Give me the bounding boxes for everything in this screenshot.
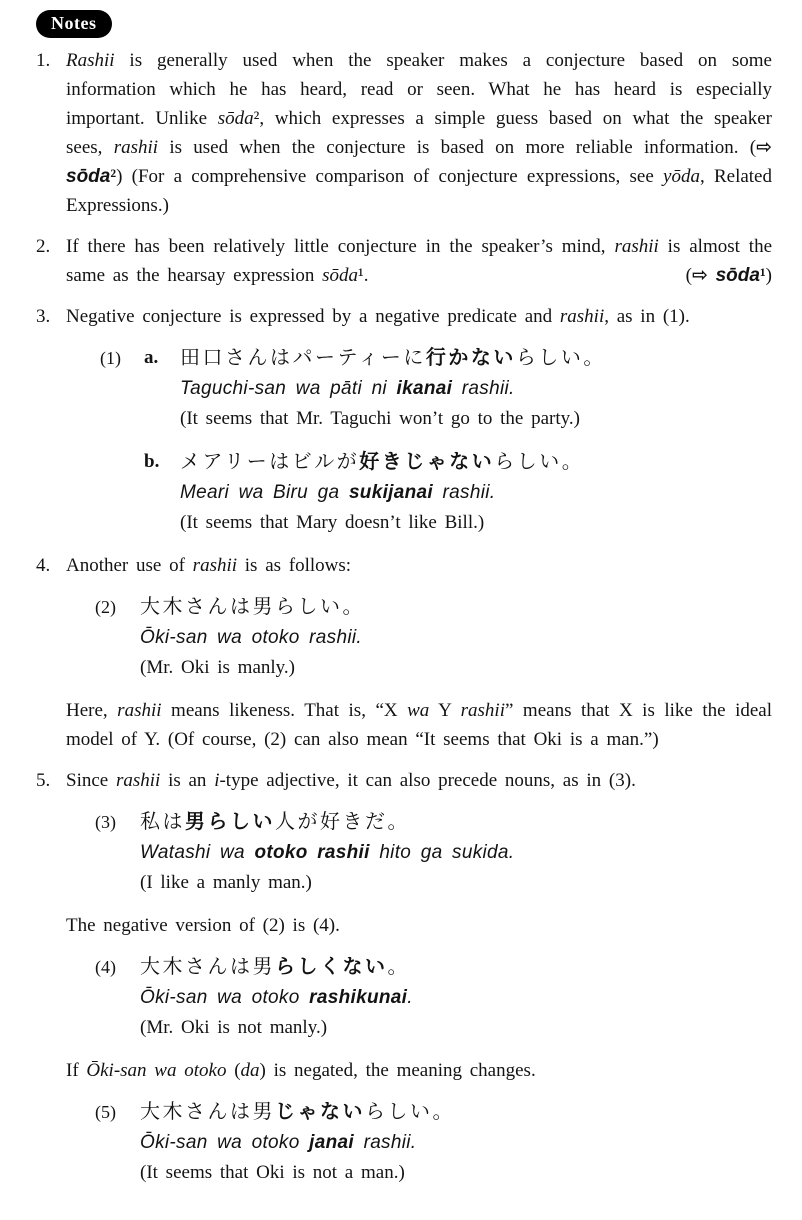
note-number: 2.: [36, 236, 51, 257]
note-text: [66, 551, 772, 580]
text-segment: Taguchi-san wa pāti ni: [180, 378, 397, 399]
example-item: [95, 807, 772, 898]
text-segment: らしい。: [515, 347, 606, 369]
english-gloss: (It seems that Mary doesn’t like Bill.): [180, 512, 485, 533]
example-content: [140, 592, 772, 683]
romaji-sentence: [140, 623, 772, 653]
text-segment: らしくない: [275, 956, 388, 978]
text-segment: Rashii: [66, 50, 115, 71]
english-gloss: (Mr. Oki is not manly.): [140, 1017, 328, 1038]
text-segment: sōda: [66, 166, 111, 187]
example-label: [100, 447, 144, 538]
text-segment: rashii.: [432, 482, 496, 503]
text-segment: rashii: [113, 137, 159, 158]
text-segment: .: [407, 987, 413, 1008]
note-item: [36, 232, 772, 290]
text-segment: 大木さんは男: [140, 956, 275, 978]
english-gloss: (I like a manly man.): [140, 872, 312, 893]
text-segment: 好きじゃない: [359, 451, 495, 473]
text-segment: らしい。: [365, 1101, 455, 1123]
text-segment: Watashi wa: [140, 842, 255, 863]
text-segment: Y: [429, 700, 461, 721]
japanese-sentence: [140, 1097, 772, 1128]
example-item: [95, 592, 772, 683]
text-segment: ²: [110, 166, 117, 187]
example-label: (1): [100, 348, 121, 368]
text-segment: otoko rashii: [254, 842, 370, 863]
example-label: (4): [95, 957, 116, 977]
romaji-sentence: [140, 838, 772, 868]
text-segment: Ōki-san wa otoko: [86, 1060, 227, 1081]
text-segment: wa: [407, 700, 430, 721]
text-segment: Since: [66, 770, 116, 791]
text-segment: rashikunai: [309, 987, 408, 1008]
text-segment: らしい。: [494, 451, 585, 473]
paragraph: [66, 1056, 772, 1085]
example-content: [140, 952, 772, 1043]
example-item: [95, 952, 772, 1043]
japanese-sentence: [180, 447, 772, 478]
text-segment: ²: [253, 108, 260, 129]
text-segment: is almost the same as the hearsay expression: [66, 236, 772, 286]
text-segment: is as follows:: [237, 555, 352, 576]
text-segment: ): [765, 265, 772, 286]
note-text: [66, 302, 772, 331]
text-segment: ) is negated, the meaning changes.: [259, 1060, 536, 1081]
text-segment: Another use of: [66, 555, 193, 576]
text-segment: If: [66, 1060, 87, 1081]
text-segment: sōda: [217, 108, 254, 129]
text-segment: ⇨: [756, 136, 772, 158]
example-item: [100, 447, 772, 538]
text-segment: rashii: [614, 236, 659, 257]
romaji-sentence: [140, 1128, 772, 1158]
text-segment: is generally used when the speaker makes a conjecture based on some information which he has heard, read or seen. What he has heard is especially important. Unlike: [66, 50, 772, 129]
text-segment: -type adjective, it can also precede nouns, as in (3).: [219, 770, 636, 791]
example-content: [180, 343, 772, 434]
text-segment: ikanai: [396, 378, 453, 399]
note-number: 4.: [36, 555, 51, 576]
note-number: 1.: [36, 50, 51, 71]
text-segment: rashii: [117, 700, 162, 721]
text-segment: ⇨: [691, 264, 708, 286]
example-sub-label: a.: [144, 347, 159, 368]
text-segment: ) (For a comprehensive comparison of conjecture expressions, see: [116, 166, 664, 187]
text-segment: [708, 265, 716, 286]
japanese-sentence: [140, 807, 772, 838]
text-segment: rashii.: [353, 1132, 417, 1153]
example-item: [95, 1097, 772, 1188]
notes-list: [36, 46, 772, 1188]
note-text: [66, 766, 772, 795]
text-segment: i: [214, 770, 220, 791]
example-content: [140, 807, 772, 898]
text-segment: 大木さんは男らしい。: [140, 596, 365, 618]
text-segment: Negative conjecture is expressed by a negative predicate and: [66, 306, 560, 327]
text-segment: hito ga sukida.: [369, 842, 515, 863]
text-segment: 私は: [140, 811, 185, 833]
text-segment: Ōki-san wa otoko: [140, 1132, 310, 1153]
example-label: (2): [95, 597, 116, 617]
paragraph: [66, 911, 772, 940]
paragraph: [66, 696, 772, 754]
text-segment: rashii.: [452, 378, 515, 399]
japanese-sentence: [140, 592, 772, 623]
text-segment: メアリーはビルが: [180, 451, 360, 473]
text-segment: ¹: [759, 265, 766, 286]
example-content: [140, 1097, 772, 1188]
text-segment: If there has been relatively little conjecture in the speaker’s mind,: [66, 236, 615, 257]
text-segment: ¹.: [358, 265, 369, 286]
text-segment: 男らしい: [185, 811, 275, 833]
text-segment: rashii: [192, 555, 238, 576]
example-sub-label: b.: [144, 451, 160, 472]
text-segment: 行かない: [425, 347, 516, 369]
example-item: [100, 343, 772, 434]
note-item: [36, 551, 772, 580]
example-label: (3): [95, 812, 116, 832]
note-number: 5.: [36, 770, 51, 791]
example-content: [180, 447, 772, 538]
english-gloss: (Mr. Oki is manly.): [140, 657, 296, 678]
text-segment: , Related Expressions.): [66, 166, 772, 216]
text-segment: is an: [160, 770, 215, 791]
text-segment: Ōki-san wa otoko: [140, 987, 310, 1008]
text-segment: sōda: [322, 265, 359, 286]
note-text: [66, 232, 772, 290]
text-segment: (: [226, 1060, 241, 1081]
romaji-sentence: [140, 983, 772, 1013]
text-segment: Here,: [66, 700, 118, 721]
text-segment: 人が好きだ。: [275, 811, 410, 833]
text-segment: means likeness. That is, “X: [161, 700, 408, 721]
note-item: [36, 766, 772, 795]
romaji-sentence: [180, 478, 772, 508]
text-segment: janai: [309, 1132, 354, 1153]
text-segment: じゃない: [275, 1101, 365, 1123]
text-segment: ” means that X is like the ideal model of Y. (Of course, (2) can also mean “It seems that Oki is a man.”): [66, 700, 772, 750]
text-segment: (: [685, 265, 692, 286]
note-number: 3.: [36, 306, 51, 327]
romaji-sentence: [180, 374, 772, 404]
text-segment: da: [240, 1060, 260, 1081]
text-segment: , which expresses a simple guess based on what the speaker sees,: [66, 108, 772, 158]
text-segment: 。: [387, 956, 410, 978]
japanese-sentence: [140, 952, 772, 983]
text-segment: , as in (1).: [604, 306, 690, 327]
text-segment: sōda: [715, 265, 760, 286]
text-segment: rashii: [460, 700, 505, 721]
japanese-sentence: [180, 343, 772, 374]
english-gloss: (It seems that Mr. Taguchi won’t go to the party.): [180, 408, 580, 429]
text-segment: is used when the conjecture is based on more reliable information. (: [158, 137, 757, 158]
text-segment: sukijanai: [348, 482, 433, 503]
text-segment: Ōki-san wa otoko rashii.: [140, 627, 362, 648]
text-segment: 田口さんはパーティーに: [180, 347, 426, 369]
text-segment: yōda: [663, 166, 700, 187]
text-segment: 大木さんは男: [140, 1101, 275, 1123]
cross-reference: [686, 261, 772, 290]
note-item: [36, 302, 772, 331]
notes-section-badge: Notes: [36, 10, 112, 38]
text-segment: rashii: [559, 306, 605, 327]
text-segment: The negative version of (2) is (4).: [66, 915, 340, 936]
note-text: [66, 46, 772, 220]
note-item: [36, 46, 772, 220]
text-segment: Meari wa Biru ga: [180, 482, 349, 503]
english-gloss: (It seems that Oki is not a man.): [140, 1162, 405, 1183]
example-label: (5): [95, 1102, 116, 1122]
text-segment: rashii: [115, 770, 161, 791]
